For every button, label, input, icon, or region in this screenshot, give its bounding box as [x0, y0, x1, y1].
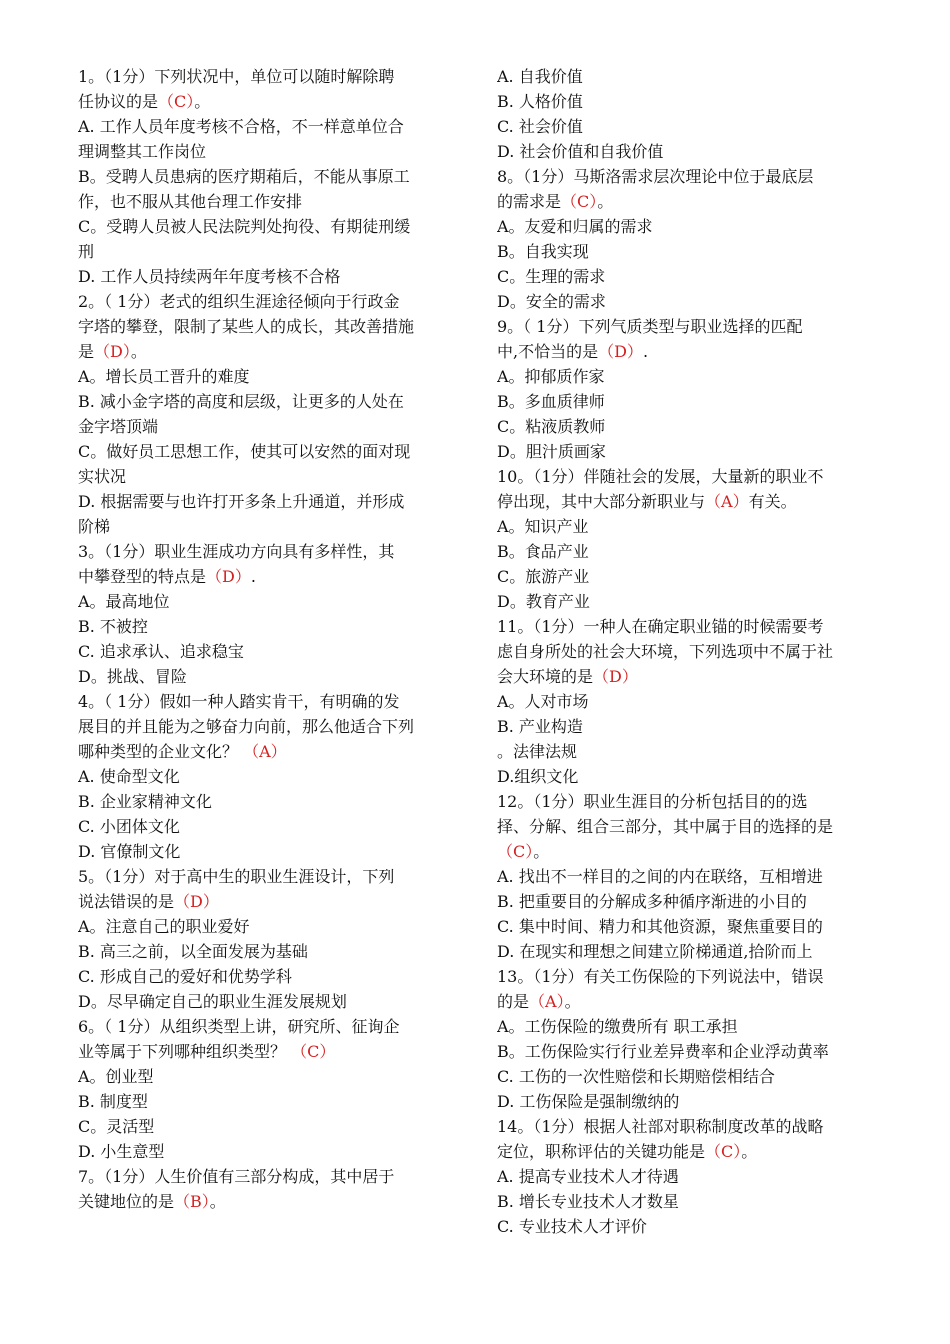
line-tail: 。 — [741, 1142, 758, 1161]
text-line — [78, 814, 463, 839]
line-text: 13。（1分）有关工伤保险的下列说法中，错误 — [497, 967, 824, 986]
text-line — [497, 789, 882, 814]
line-text: B. 把重要目的分解成多种循序渐进的小目的 — [497, 892, 807, 911]
line-text: A。友爱和归属的需求 — [497, 217, 653, 236]
text-line — [497, 564, 882, 589]
line-text: 阶梯 — [78, 517, 111, 536]
text-line — [78, 89, 463, 114]
line-text: C。粘液质教师 — [497, 417, 606, 436]
answer-mark: （C） — [705, 1142, 742, 1161]
text-line — [78, 714, 463, 739]
line-text: A. 提高专业技术人才待遇 — [497, 1167, 679, 1186]
right-column — [497, 64, 882, 1239]
line-text: B. 不被控 — [78, 617, 148, 636]
text-line — [78, 1039, 463, 1064]
line-text: B. 减小金字塔的高度和层级，让更多的人处在 — [78, 392, 404, 411]
line-text: D.组织文化 — [497, 767, 579, 786]
line-text: C. 专业技术人才评价 — [497, 1217, 647, 1236]
text-line — [497, 189, 882, 214]
line-text: A。知识产业 — [497, 517, 589, 536]
text-line — [78, 1089, 463, 1114]
line-text: C. 形成自己的爱好和优势学科 — [78, 967, 292, 986]
answer-mark: （C） — [158, 92, 195, 111]
line-text: 作，也不服从其他台理工作安排 — [78, 192, 303, 211]
text-line — [497, 539, 882, 564]
text-line — [497, 64, 882, 89]
text-line — [497, 814, 882, 839]
text-line — [497, 439, 882, 464]
line-text: C。旅游产业 — [497, 567, 590, 586]
answer-mark: （C） — [291, 1042, 336, 1061]
line-text: 11。（1分）一种人在确定职业锚的时候需要考 — [497, 617, 824, 636]
line-text: B. 产业构造 — [497, 717, 583, 736]
line-text: A。最高地位 — [78, 592, 170, 611]
text-line — [497, 714, 882, 739]
line-text: 字塔的攀登，限制了某些人的成长，其改善措施 — [78, 317, 415, 336]
line-text: D. 社会价值和自我价值 — [497, 142, 664, 161]
text-line — [497, 489, 882, 514]
line-text: D。尽早确定自己的职业生涯发展规划 — [78, 992, 347, 1011]
text-line — [497, 964, 882, 989]
answer-mark: （D） — [206, 567, 251, 586]
line-text: D. 在现实和理想之间建立阶梯通道,拾阶而上 — [497, 942, 813, 961]
line-tail: . — [250, 567, 256, 586]
line-text: 8。（1分）马斯洛需求层次理论中位于最底层 — [497, 167, 814, 186]
text-line — [78, 339, 463, 364]
line-text: 定位，职称评估的关键功能是 — [497, 1142, 706, 1161]
line-text: B. 增长专业技术人才数星 — [497, 1192, 679, 1211]
text-line — [497, 264, 882, 289]
text-line — [78, 214, 463, 239]
text-line — [78, 564, 463, 589]
line-text: A。创业型 — [78, 1067, 154, 1086]
text-line — [497, 164, 882, 189]
line-text: 金字塔顶端 — [78, 417, 159, 436]
line-text: 哪种类型的企业文化？ — [78, 742, 244, 761]
text-line — [497, 614, 882, 639]
line-text: C. 集中时间、精力和其他资源，聚焦重要目的 — [497, 917, 823, 936]
line-text: 4。（ 1分）假如一种人踏实肯干，有明确的发 — [78, 692, 400, 711]
text-line — [497, 689, 882, 714]
line-tail: 。 — [130, 342, 147, 361]
text-line — [497, 139, 882, 164]
answer-mark: （C） — [497, 842, 534, 861]
text-line — [497, 589, 882, 614]
text-line — [497, 914, 882, 939]
line-text: 实状况 — [78, 467, 127, 486]
line-text: B. 高三之前，以全面发展为基础 — [78, 942, 308, 961]
text-line — [497, 514, 882, 539]
line-text: B。食品产业 — [497, 542, 589, 561]
text-line — [497, 989, 882, 1014]
text-line — [78, 289, 463, 314]
answer-mark: （D） — [94, 342, 131, 361]
text-line — [497, 214, 882, 239]
line-text: A。人对市场 — [497, 692, 589, 711]
text-line — [78, 1014, 463, 1039]
text-line — [497, 239, 882, 264]
left-column — [78, 64, 463, 1214]
text-line — [78, 189, 463, 214]
text-line — [78, 389, 463, 414]
text-line — [78, 664, 463, 689]
line-text: D。安全的需求 — [497, 292, 606, 311]
text-line — [497, 664, 882, 689]
text-line — [497, 1064, 882, 1089]
line-text: B. 制度型 — [78, 1092, 148, 1111]
line-text: 展目的并且能为之够奋力向前，那么他适合下列 — [78, 717, 415, 736]
line-text: C。灵活型 — [78, 1117, 155, 1136]
text-line — [78, 939, 463, 964]
line-tail: 有关。 — [748, 492, 797, 511]
line-text: B。多血质律师 — [497, 392, 605, 411]
line-tail: 。 — [209, 1192, 226, 1211]
line-text: C. 追求承认、追求稳宝 — [78, 642, 244, 661]
text-line — [497, 1214, 882, 1239]
text-line — [497, 289, 882, 314]
line-text: 中,不恰当的是 — [497, 342, 599, 361]
answer-mark: （D） — [598, 342, 643, 361]
text-line — [78, 239, 463, 264]
line-text: 是 — [78, 342, 95, 361]
line-text: 5。（1分）对于高中生的职业生涯设计，下列 — [78, 867, 395, 886]
line-text: 2。（ 1分）老式的组织生涯途径倾向于行政金 — [78, 292, 400, 311]
line-text: 关键地位的是 — [78, 1192, 175, 1211]
line-text: A. 使命型文化 — [78, 767, 180, 786]
text-line — [78, 164, 463, 189]
text-line — [497, 314, 882, 339]
text-line — [497, 764, 882, 789]
text-line — [497, 1164, 882, 1189]
text-line — [78, 914, 463, 939]
text-line — [497, 89, 882, 114]
text-line — [497, 1114, 882, 1139]
line-text: 6。（ 1分）从组织类型上讲，研究所、征询企 — [78, 1017, 400, 1036]
text-line — [497, 1014, 882, 1039]
text-line — [78, 864, 463, 889]
text-line — [78, 889, 463, 914]
text-line — [78, 114, 463, 139]
line-text: D. 工作人员持续两年年度考核不合格 — [78, 267, 341, 286]
text-line — [78, 764, 463, 789]
text-line — [78, 789, 463, 814]
line-text: D。挑战、冒险 — [78, 667, 187, 686]
line-text: A。抑郁质作家 — [497, 367, 605, 386]
text-line — [78, 614, 463, 639]
line-text: C. 工伤的一次性赔偿和长期赔偿相结合 — [497, 1067, 775, 1086]
line-text: D. 官僚制文化 — [78, 842, 181, 861]
line-text: B. 人格价值 — [497, 92, 583, 111]
line-text: D. 根据需要与也许打开多条上升通道，并形成 — [78, 492, 405, 511]
line-text: D。胆汁质画家 — [497, 442, 606, 461]
line-text: 任协议的是 — [78, 92, 159, 111]
line-text: 虑自身所处的社会大环境，下列选项中不属于社 — [497, 642, 834, 661]
answer-mark: （D） — [593, 667, 638, 686]
text-line — [78, 314, 463, 339]
line-text: 中攀登型的特点是 — [78, 567, 207, 586]
line-text: A。注意自己的职业爱好 — [78, 917, 250, 936]
text-line — [78, 639, 463, 664]
answer-mark: （D） — [174, 892, 219, 911]
line-text: C. 小团体文化 — [78, 817, 180, 836]
text-line — [78, 64, 463, 89]
line-tail: 。 — [564, 992, 581, 1011]
text-line — [78, 1114, 463, 1139]
line-text: 刑 — [78, 242, 95, 261]
line-text: A。增长员工晋升的难度 — [78, 367, 250, 386]
line-text: 的需求是 — [497, 192, 562, 211]
line-text: B。工伤保险实行行业差异费率和企业浮动黄率 — [497, 1042, 829, 1061]
line-text: 12。（1分）职业生涯目的分析包括目的的选 — [497, 792, 808, 811]
text-line — [497, 1189, 882, 1214]
line-text: 3。（1分）职业生涯成功方向具有多样性，其 — [78, 542, 395, 561]
line-text: 停出现，其中大部分新职业与 — [497, 492, 706, 511]
line-text: A. 找出不一样目的之间的内在联络，互相增进 — [497, 867, 823, 886]
line-text: A. 工作人员年度考核不合格，不一样意单位合 — [78, 117, 404, 136]
text-line — [497, 1139, 882, 1164]
line-text: 的是 — [497, 992, 530, 1011]
answer-mark: （A） — [705, 492, 749, 511]
line-text: C。做好员工思想工作，使其可以安然的面对现 — [78, 442, 411, 461]
text-line — [497, 364, 882, 389]
line-text: 1。（1分）下列状况中，单位可以随时解除聘 — [78, 67, 395, 86]
text-line — [497, 939, 882, 964]
text-line — [497, 1089, 882, 1114]
text-line — [78, 1164, 463, 1189]
text-line — [78, 689, 463, 714]
text-line — [497, 389, 882, 414]
text-line — [78, 364, 463, 389]
text-line — [497, 339, 882, 364]
text-line — [78, 964, 463, 989]
line-tail: . — [642, 342, 649, 361]
text-line — [78, 739, 463, 764]
line-text: B。受聘人员患病的医疗期葙后，不能从事原工 — [78, 167, 410, 186]
text-line — [497, 1039, 882, 1064]
line-text: D. 小生意型 — [78, 1142, 165, 1161]
line-text: C。受聘人员被人民法院判处拘役、有期徒刑缓 — [78, 217, 411, 236]
text-line — [78, 989, 463, 1014]
text-line — [78, 139, 463, 164]
answer-mark: （A） — [529, 992, 565, 1011]
answer-mark: （B） — [174, 1192, 210, 1211]
text-line — [78, 589, 463, 614]
line-text: D。教育产业 — [497, 592, 590, 611]
text-line — [78, 1064, 463, 1089]
text-line — [78, 264, 463, 289]
line-text: B. 企业家精神文化 — [78, 792, 212, 811]
text-line — [497, 414, 882, 439]
text-line — [78, 1139, 463, 1164]
text-line — [497, 864, 882, 889]
text-line — [78, 539, 463, 564]
line-text: 择、分解、组合三部分，其中属于目的选择的是 — [497, 817, 834, 836]
text-line — [78, 1189, 463, 1214]
text-line — [497, 639, 882, 664]
line-text: C. 社会价值 — [497, 117, 583, 136]
line-text: A. 自我价值 — [497, 67, 583, 86]
text-line — [78, 439, 463, 464]
line-text: 理调整其工作岗位 — [78, 142, 207, 161]
line-tail: 。 — [597, 192, 614, 211]
text-line — [78, 514, 463, 539]
line-text: 7。（1分）人生价值有三部分构成，其中居于 — [78, 1167, 395, 1186]
text-line — [78, 414, 463, 439]
text-line — [497, 114, 882, 139]
line-text: 说法错误的是 — [78, 892, 175, 911]
text-line — [497, 889, 882, 914]
line-text: 会大环境的是 — [497, 667, 594, 686]
text-line — [497, 839, 882, 864]
text-line — [497, 739, 882, 764]
text-line — [78, 489, 463, 514]
line-text: D. 工伤保险是强制缴纳的 — [497, 1092, 680, 1111]
text-line — [78, 839, 463, 864]
line-text: 9。（ 1分）下列气质类型与职业选择的匹配 — [497, 317, 803, 336]
line-text: 14。（1分）根据人社部对职称制度改革的战略 — [497, 1117, 824, 1136]
text-line — [78, 464, 463, 489]
line-tail: 。 — [533, 842, 550, 861]
line-text: 10。（1分）伴随社会的发展，大量新的职业不 — [497, 467, 824, 486]
text-line — [497, 464, 882, 489]
line-text: C。生理的需求 — [497, 267, 606, 286]
line-text: A。工伤保险的缴费所有 职工承担 — [497, 1017, 738, 1036]
line-text: 。法律法规 — [497, 742, 578, 761]
line-text: 业等属于下列哪种组织类型？ — [78, 1042, 292, 1061]
answer-mark: （C） — [561, 192, 598, 211]
line-tail: 。 — [194, 92, 211, 111]
answer-mark: （A） — [243, 742, 287, 761]
line-text: B。自我实现 — [497, 242, 589, 261]
